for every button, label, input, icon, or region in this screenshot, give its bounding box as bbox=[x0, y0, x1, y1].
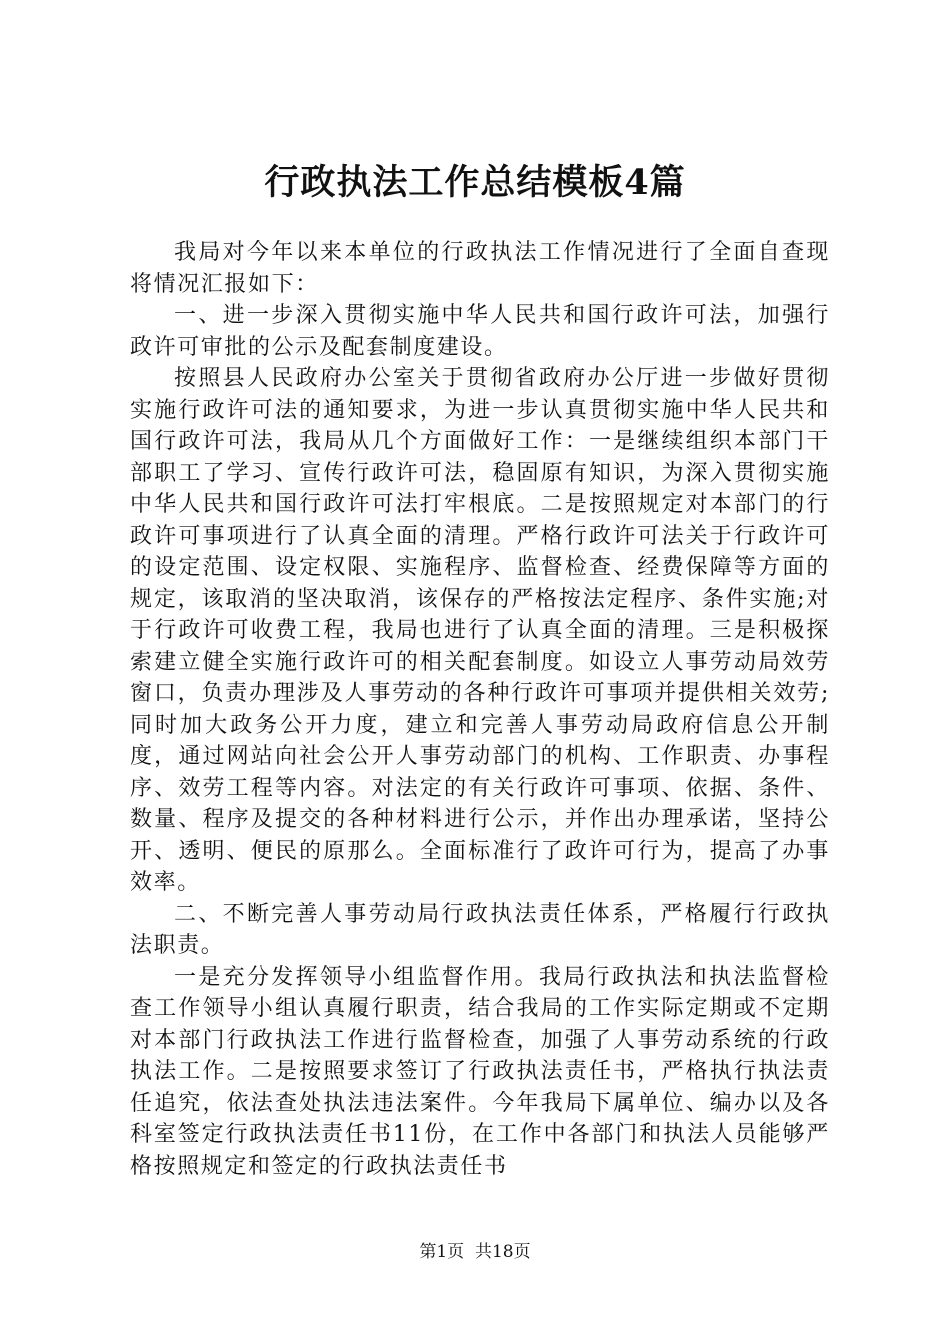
paragraph-intro: 我局对今年以来本单位的行政执法工作情况进行了全面自查现将情况汇报如下： bbox=[130, 240, 830, 297]
page-number: 第1页 共18页 bbox=[419, 1242, 531, 1262]
paragraph-section-2-body: 一是充分发挥领导小组监督作用。我局行政执法和执法监督检查工作领导小组认真履行职责，结合我局的工作实际定期或不定期对本部门行政执法工作进行监督检查，加强了人事劳动系统的行政执法工作。二是按照要求签订了行政执法责任书，严格执行执法责任追究，依法查处执法违法案件。今年我局下属单位、编办以及各科室签定行政执法责任书11份，在工作中各部门和执法人员能够严格按照规定和签定的行政执法责任书 bbox=[130, 964, 830, 1179]
paragraph-section-2-heading: 二、不断完善人事劳动局行政执法责任体系，严格履行行政执法职责。 bbox=[130, 901, 830, 958]
paragraph-section-1-body: 按照县人民政府办公室关于贯彻省政府办公厅进一步做好贯彻实施行政许可法的通知要求，为进一步认真贯彻实施中华人民共和国行政许可法，我局从几个方面做好工作：一是继续组织本部门干部职工了学习、宣传行政许可法，稳固原有知识，为深入贯彻实施中华人民共和国行政许可法打牢根底。二是按照规定对本部门的行政许可事项进行了认真全面的清理。严格行政许可法关于行政许可的设定范围、设定权限、实施程序、监督检查、经费保障等方面的规定，该取消的坚决取消，该保存的严格按法定程序、条件实施;对于行政许可收费工程，我局也进行了认真全面的清理。三是积极探索建立健全实施行政许可的相关配套制度。如设立人事劳动局效劳窗口，负责办理涉及人事劳动的各种行政许可事项并提供相关效劳;同时加大政务公开力度，建立和完善人事劳动局政府信息公开制度，通过网站向社会公开人事劳动部门的机构、工作职责、办事程序、效劳工程等内容。对法定的有关行政许可事项、依据、条件、数量、程序及提交的各种材料进行公示，并作出办理承诺，坚持公开、透明、便民的原那么。全面标准行了政许可行为，提高了办事效率。 bbox=[130, 366, 830, 895]
document-body bbox=[130, 237, 830, 1182]
page-footer bbox=[0, 1240, 950, 1264]
paragraph-section-1-heading: 一、进一步深入贯彻实施中华人民共和国行政许可法，加强行政许可审批的公示及配套制度建设。 bbox=[130, 303, 830, 360]
document-title: 行政执法工作总结模板4篇 bbox=[264, 162, 686, 203]
